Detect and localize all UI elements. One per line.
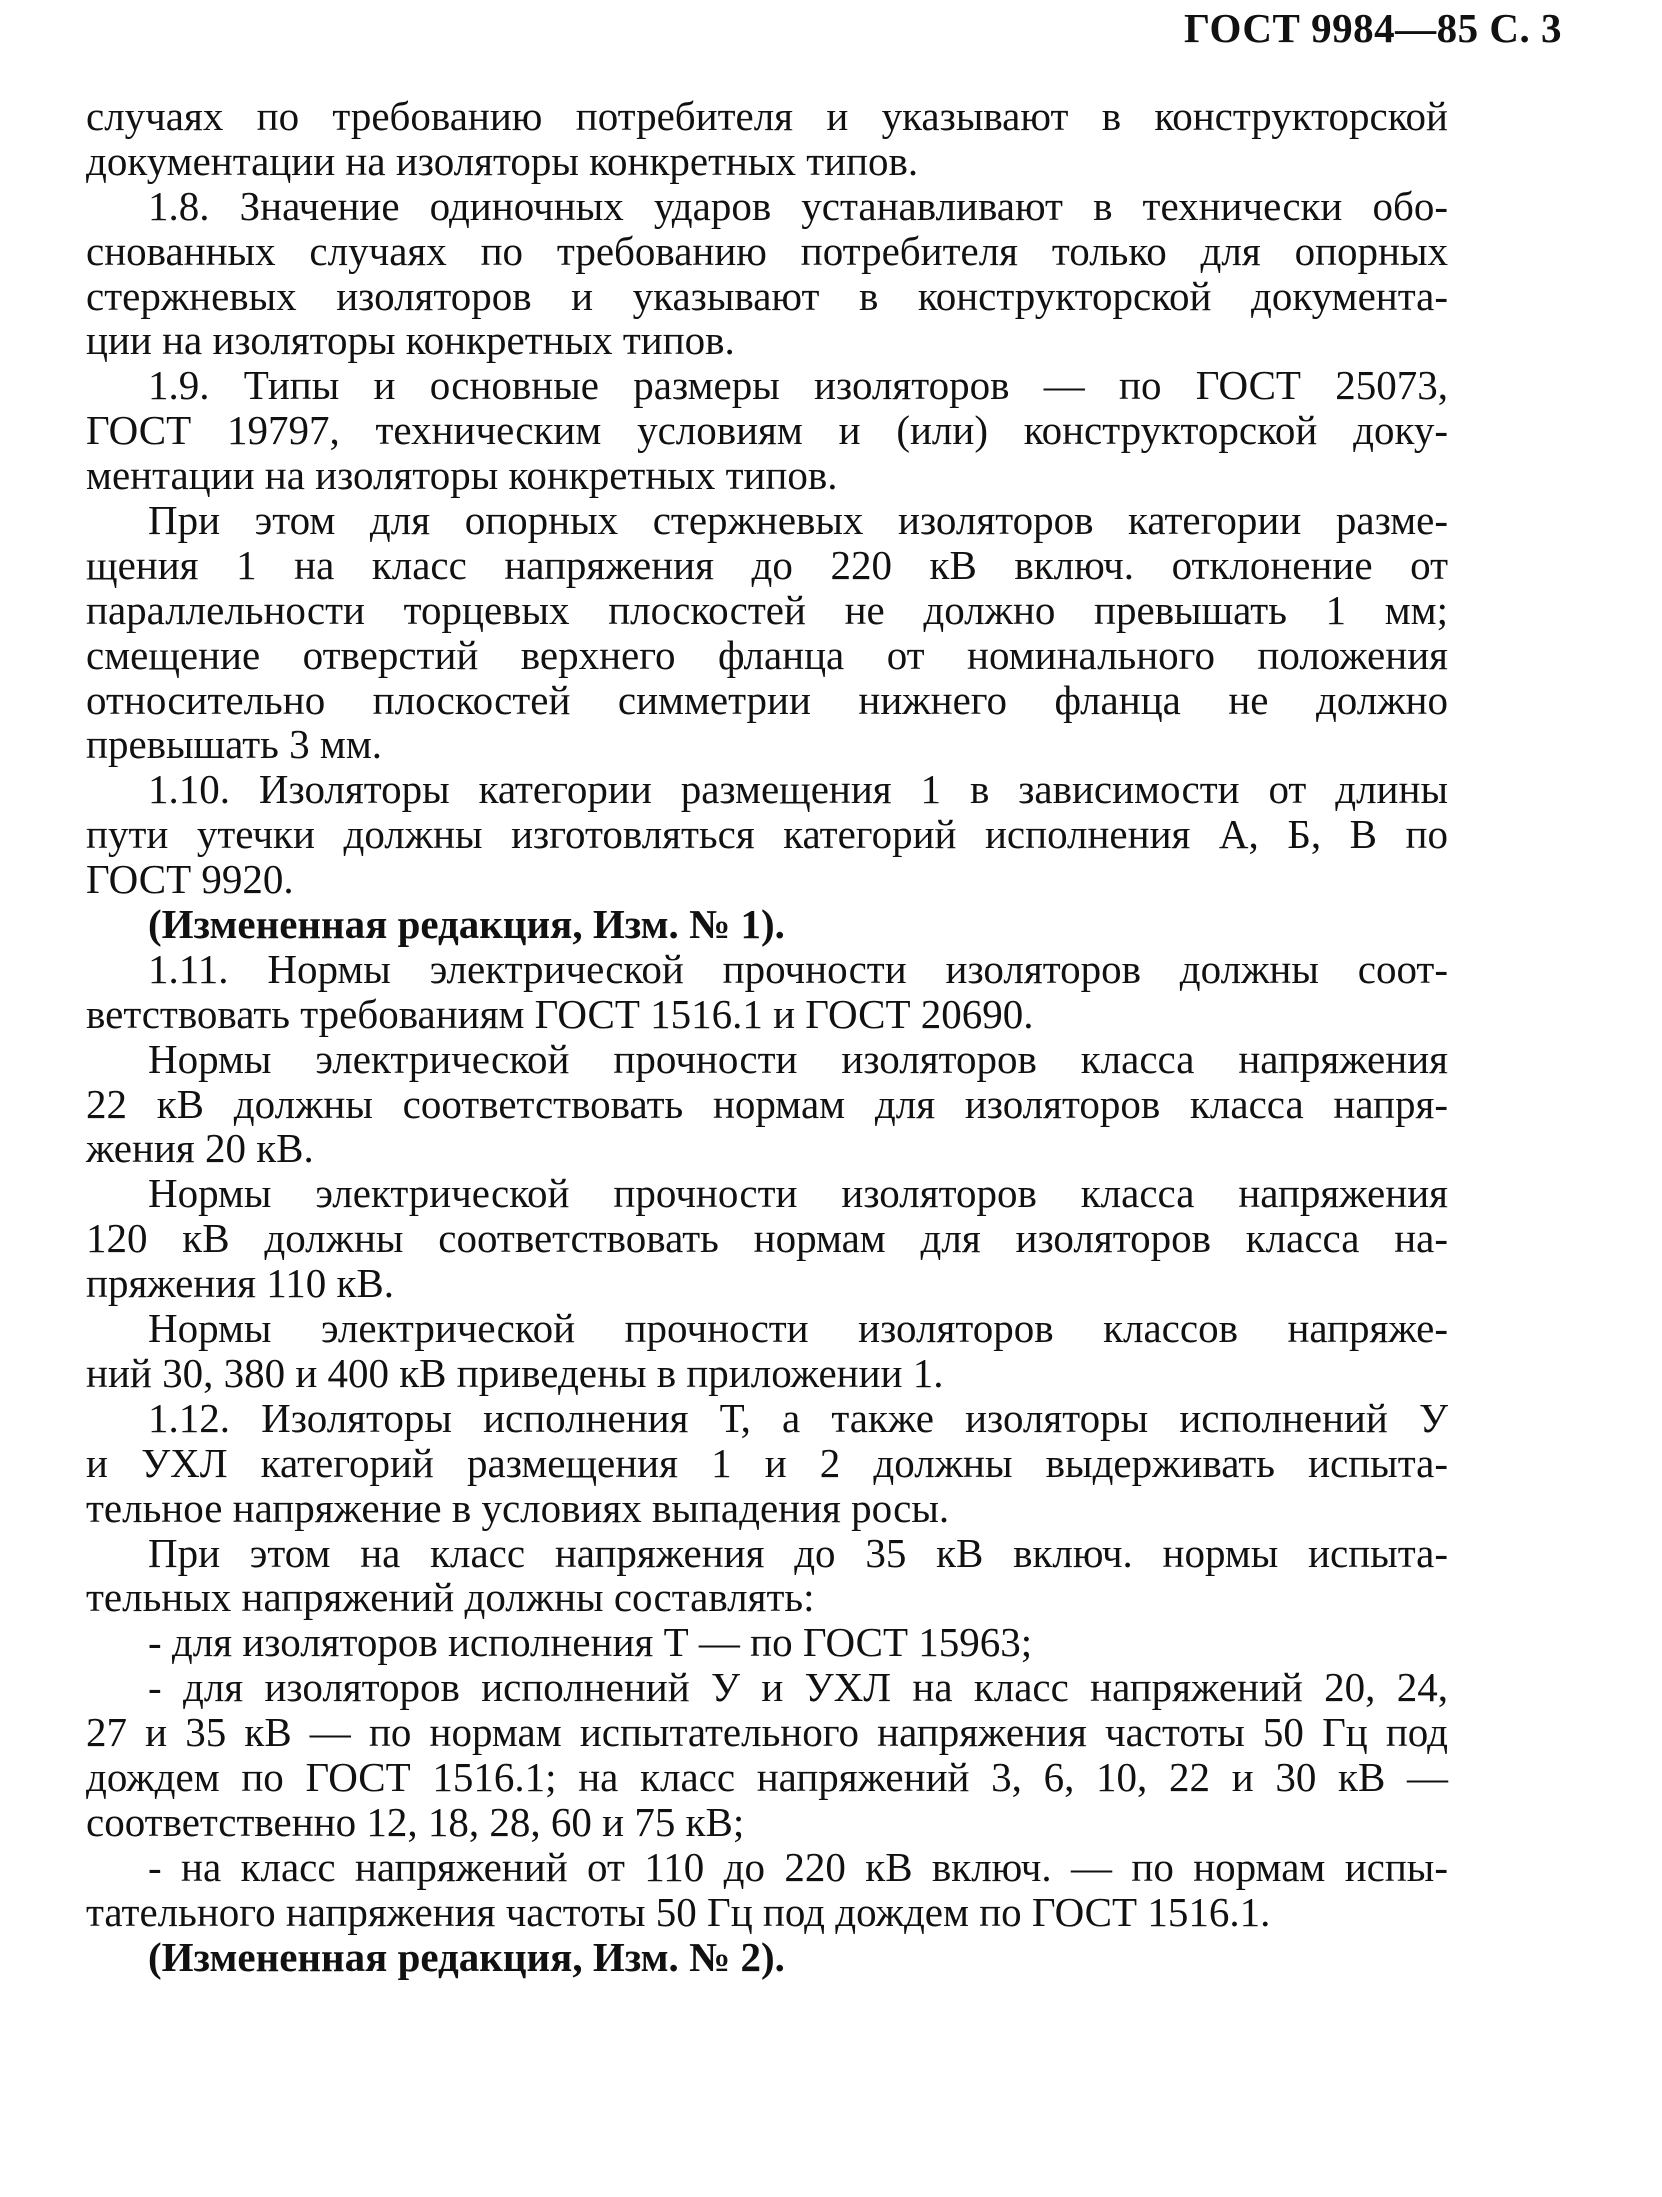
- text-line: ции на изоляторы конкретных типов.: [86, 317, 735, 364]
- paragraph-first-line: Нормы электрической прочности изоляторов класса напряжения: [148, 1035, 1448, 1082]
- text-line: 27 и 35 кВ — по нормам испытательного напряжения частоты 50 Гц под: [86, 1709, 1448, 1756]
- clause-1-10-line: 1.10. Изоляторы категории размещения 1 в зависимости от длины: [148, 766, 1448, 813]
- amendment-note-2: (Измененная редакция, Изм. № 2).: [148, 1933, 785, 1980]
- text-line: документации на изоляторы конкретных типов.: [86, 137, 919, 184]
- text-line: ГОСТ 9920.: [86, 856, 294, 903]
- clause-1-11-line: 1.11. Нормы электрической прочности изоляторов должны соот-: [148, 945, 1448, 992]
- list-item: - для изоляторов исполнения Т — по ГОСТ 15963;: [148, 1619, 1033, 1666]
- text-line: ветствовать требованиям ГОСТ 1516.1 и ГОСТ 20690.: [86, 990, 1034, 1037]
- text-line: жения 20 кВ.: [86, 1125, 314, 1172]
- list-item: - на класс напряжений от 110 до 220 кВ включ. — по нормам испы-: [148, 1843, 1448, 1890]
- running-header: ГОСТ 9984—85 С. 3: [1183, 5, 1562, 51]
- text-line: и УХЛ категорий размещения 1 и 2 должны выдерживать испыта-: [86, 1439, 1448, 1486]
- text-line: ГОСТ 19797, техническим условиям и (или) конструкторской доку-: [86, 407, 1448, 454]
- text-line: снованных случаях по требованию потребителя только для опорных: [86, 227, 1448, 274]
- text-line: смещение отверстий верхнего фланца от номинального положения: [86, 631, 1448, 678]
- text-line: ний 30, 380 и 400 кВ приведены в приложении 1.: [86, 1349, 944, 1396]
- text-line: параллельности торцевых плоскостей не должно превышать 1 мм;: [86, 586, 1448, 633]
- text-line: стержневых изоляторов и указывают в конструкторской документа-: [86, 272, 1448, 319]
- text-line: 120 кВ должны соответствовать нормам для изоляторов класса на-: [86, 1215, 1448, 1262]
- clause-1-9-line: 1.9. Типы и основные размеры изоляторов — по ГОСТ 25073,: [148, 362, 1448, 409]
- text-line: превышать 3 мм.: [86, 721, 383, 768]
- paragraph-first-line: При этом для опорных стержневых изоляторов категории разме-: [148, 497, 1448, 544]
- text-line: тательного напряжения частоты 50 Гц под дождем по ГОСТ 1516.1.: [86, 1888, 1271, 1935]
- clause-1-8-line: 1.8. Значение одиночных ударов устанавливают в технически обо-: [148, 182, 1448, 229]
- text-line: случаях по требованию потребителя и указывают в конструкторской: [86, 93, 1448, 139]
- text-line: соответственно 12, 18, 28, 60 и 75 кВ;: [86, 1798, 745, 1845]
- text-line: пути утечки должны изготовляться категорий исполнения А, Б, В по: [86, 811, 1448, 858]
- paragraph-first-line: При этом на класс напряжения до 35 кВ включ. нормы испыта-: [148, 1529, 1448, 1576]
- clause-1-12-line: 1.12. Изоляторы исполнения Т, а также изоляторы исполнений У: [148, 1394, 1448, 1441]
- text-line: дождем по ГОСТ 1516.1; на класс напряжений 3, 6, 10, 22 и 30 кВ —: [86, 1753, 1448, 1800]
- text-line: пряжения 110 кВ.: [86, 1260, 395, 1307]
- paragraph-first-line: Нормы электрической прочности изоляторов класса напряжения: [148, 1170, 1448, 1217]
- list-item: - для изоляторов исполнений У и УХЛ на класс напряжений 20, 24,: [148, 1664, 1448, 1711]
- text-line: ментации на изоляторы конкретных типов.: [86, 452, 838, 499]
- body-text: [86, 94, 1448, 1979]
- text-line: щения 1 на класс напряжения до 220 кВ включ. отклонение от: [86, 541, 1448, 588]
- text-line: 22 кВ должны соответствовать нормам для изоляторов класса напря-: [86, 1080, 1448, 1127]
- amendment-note-1: (Измененная редакция, Изм. № 1).: [148, 901, 785, 948]
- text-line: тельных напряжений должны составлять:: [86, 1574, 815, 1621]
- paragraph-first-line: Нормы электрической прочности изоляторов классов напряже-: [148, 1305, 1448, 1352]
- text-line: относительно плоскостей симметрии нижнего фланца не должно: [86, 676, 1448, 723]
- text-line: тельное напряжение в условиях выпадения росы.: [86, 1484, 950, 1531]
